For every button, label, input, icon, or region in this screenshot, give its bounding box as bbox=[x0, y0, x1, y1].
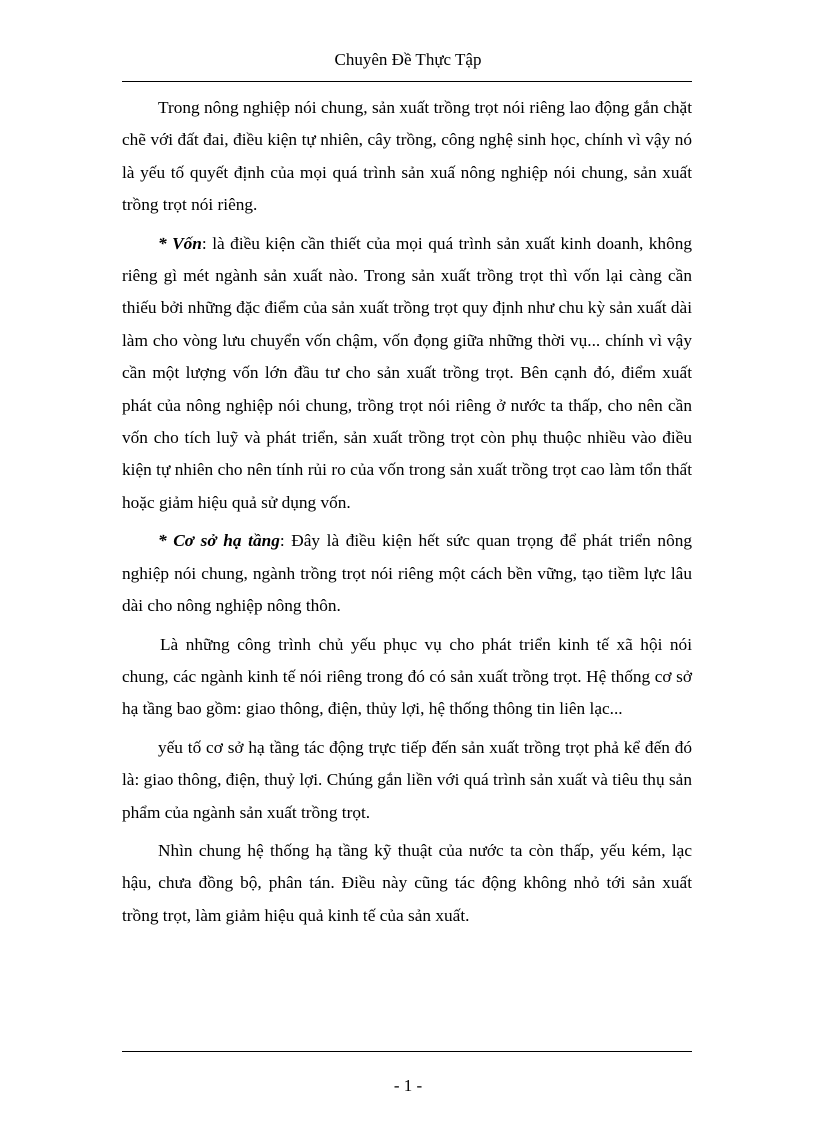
paragraph-labor bbox=[122, 92, 692, 222]
document-body bbox=[122, 92, 692, 932]
footer-rule bbox=[122, 1051, 692, 1052]
page-number: - 1 - bbox=[393, 1076, 423, 1095]
paragraph-lead: * Vốn bbox=[158, 233, 202, 253]
paragraph-capital bbox=[122, 228, 692, 520]
paragraph-text: : Đây là điều kiện hết sức quan trọng để phát triển nông nghiệp nói chung, ngành trồng trọt nói riêng một cách bền vững, tạo tiềm lực lâu dài cho nông nghiệp nông thôn. bbox=[122, 531, 692, 616]
paragraph-text: Trong nông nghiệp nói chung, sản xuất trồng trọt nói riêng lao động gắn chặt chẽ với đất đai, điều kiện tự nhiên, cây trồng, công nghệ sinh học, chính vì vậy nó là yếu tố quyết định của mọi quá trình sản xuấ nông nghiệp nói chung, sản xuất trồng trọt nói riêng. bbox=[122, 98, 692, 215]
paragraph-works bbox=[122, 629, 692, 726]
header-rule bbox=[122, 81, 692, 82]
paragraph-infrastructure bbox=[122, 525, 692, 622]
paragraph-text: Là những công trình chủ yếu phục vụ cho phát triển kinh tế xã hội nói chung, các ngành kinh tế nói riêng trong đó có sản xuất trồng trọt. Hệ thống cơ sở hạ tầng bao gồm: giao thông, điện, thủy lợi, hệ thống thông tin liên lạc... bbox=[122, 634, 692, 719]
paragraph-text: : là điều kiện cần thiết của mọi quá trình sản xuất kinh doanh, không riêng gì mét ngành sản xuất nào. Trong sản xuất trồng trọt thì vốn lại càng cần thiếu bởi những đặc điểm của sản xuất trồng trọt quy định như chu kỳ sản xuất dài làm cho vòng lưu chuyển vốn chậm, vốn đọng giữa những thời vụ... chính vì vậy cần một lượng vốn lớn đầu tư cho sản xuất trồng trọt. Bên cạnh đó, điểm xuất phát của nông nghiệp nói chung, trồng trọt nói riêng ở nước ta thấp, cho nên cần vốn cho tích luỹ và phát triển, sản xuất trồng trọt còn phụ thuộc nhiều vào điều kiện tự nhiên cho nên tính rủi ro của vốn trong sản xuất trồng trọt cao làm tổn thất hoặc giảm hiệu quả sử dụng vốn. bbox=[122, 233, 692, 512]
paragraph-text: Nhìn chung hệ thống hạ tầng kỹ thuật của nước ta còn thấp, yếu kém, lạc hậu, chưa đồng bộ, phân tán. Điều này cũng tác động không nhỏ tới sản xuất trồng trọt, làm giảm hiệu quả kinh tế của sản xuất. bbox=[122, 840, 692, 925]
paragraph-lead: * Cơ sở hạ tầng bbox=[158, 531, 280, 551]
paragraph-text: yếu tố cơ sở hạ tầng tác động trực tiếp đến sản xuất trồng trọt phả kể đến đó là: giao thông, điện, thuỷ lợi. Chúng gắn liền với quá trình sản xuất và tiêu thụ sản phẩm của ngành sản xuất trồng trọt. bbox=[122, 737, 692, 822]
page-header-title: Chuyên Đề Thực Tập bbox=[334, 50, 482, 69]
paragraph-overview bbox=[122, 835, 692, 932]
paragraph-infrastructure-factors bbox=[122, 732, 692, 829]
